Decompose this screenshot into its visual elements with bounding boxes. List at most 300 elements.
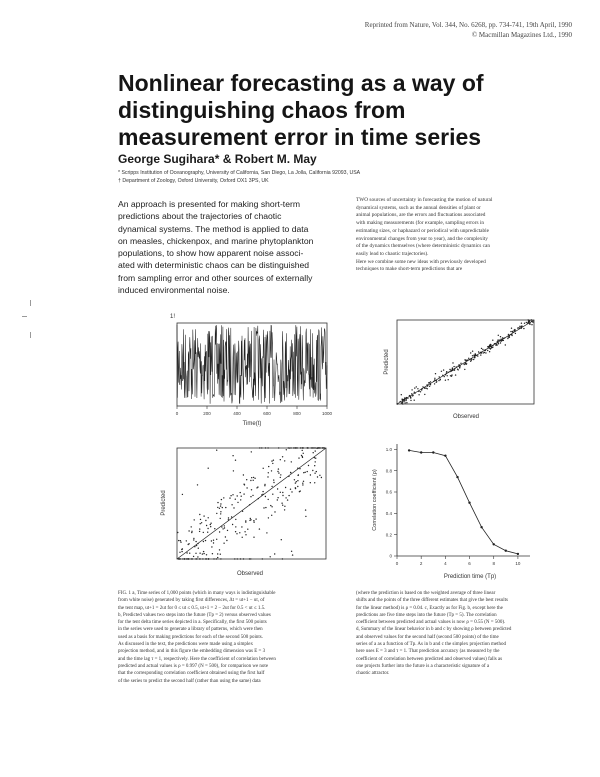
scatter-point	[205, 520, 206, 521]
panel-a-x-ticks	[176, 406, 333, 416]
caption-line: that the corresponding correlation coefficient obtained using the first half	[118, 671, 265, 677]
panel-d-ylabel: Correlation coefficient (ρ)	[372, 469, 378, 531]
scatter-point	[270, 505, 271, 506]
scatter-point	[274, 553, 275, 554]
scatter-point	[266, 532, 267, 533]
scatter-point	[199, 514, 200, 515]
scatter-point	[200, 523, 201, 524]
scatter-point	[316, 471, 317, 472]
intro-line: of the dynamics themselves (where deterministic dynamics can	[356, 243, 490, 250]
scatter-point	[203, 515, 204, 516]
caption-line: predicted and actual values is ρ = 0.997 (N = 500), for comparison we note	[118, 663, 269, 669]
scatter-point	[521, 323, 522, 324]
scatter-point	[313, 452, 314, 453]
scatter-point	[265, 447, 266, 448]
scatter-point	[207, 532, 208, 533]
scatter-point	[278, 472, 279, 473]
scatter-point	[267, 476, 268, 477]
caption-line: As discussed in the text, the predictions were made using a simplex	[118, 642, 253, 648]
scatter-point	[406, 397, 407, 398]
scatter-point	[302, 483, 303, 484]
scatter-point	[532, 321, 533, 322]
scatter-point	[297, 486, 298, 487]
y-tick-label: 0	[389, 553, 392, 559]
scatter-point	[243, 484, 244, 485]
scatter-point	[221, 526, 222, 527]
scatter-point	[529, 324, 530, 325]
authors: George Sugihara* & Robert M. May	[118, 152, 317, 166]
panel-d-marks	[408, 449, 519, 555]
correlation-line	[409, 450, 518, 554]
scatter-point	[424, 394, 425, 395]
scatter-point	[290, 489, 291, 490]
abstract-line: populations, to show how apparent noise associ-	[118, 248, 304, 259]
scatter-point	[286, 449, 287, 450]
intro-line: with making measurements (for example, sampling errors in	[356, 220, 484, 227]
scatter-point	[481, 348, 482, 349]
scatter-point	[475, 353, 476, 354]
scatter-point	[305, 516, 306, 517]
caption-line: shifts and the points of the three different estimates that give the best results	[356, 598, 508, 604]
caption-line: coefficient of correlation between predicted and observed values) falls as	[356, 656, 503, 662]
scatter-point	[412, 395, 413, 396]
scatter-point	[232, 524, 233, 525]
scatter-point	[324, 447, 325, 448]
scatter-point	[193, 556, 194, 557]
scatter-point	[242, 537, 243, 538]
scatter-point	[245, 521, 246, 522]
scatter-point	[499, 339, 500, 340]
scatter-point	[502, 338, 503, 339]
scatter-point	[403, 400, 404, 401]
scatter-point	[220, 511, 221, 512]
scatter-point	[445, 374, 446, 375]
scatter-point	[484, 349, 485, 350]
scatter-point	[472, 351, 473, 352]
caption-line: for the tent delta time series depicted in a. Specifically, the first 500 points	[118, 620, 267, 626]
scatter-point	[487, 346, 488, 347]
scatter-point	[459, 367, 460, 368]
scatter-point	[427, 388, 428, 389]
scatter-point	[293, 447, 294, 448]
scatter-point	[216, 558, 217, 559]
scatter-point	[317, 476, 318, 477]
scatter-point	[244, 531, 245, 532]
scatter-point	[198, 548, 199, 549]
caption-line: d, Summary of the linear behavior in b and c by showing ρ between predicted	[356, 627, 512, 633]
scatter-point	[235, 499, 236, 500]
scatter-point	[401, 394, 402, 395]
scatter-point	[243, 558, 244, 559]
panel-a	[170, 314, 333, 427]
scatter-point	[528, 321, 529, 322]
x-tick-label: 2	[419, 561, 423, 566]
scatter-point	[531, 319, 532, 320]
scatter-point	[430, 381, 431, 382]
scatter-point	[303, 481, 304, 482]
caption-line: predictions are five time steps into the future (Tp = 5). The correlation	[356, 612, 497, 618]
scatter-point	[180, 540, 181, 541]
scatter-point	[300, 490, 301, 491]
scatter-point	[404, 402, 405, 403]
scatter-point	[188, 558, 189, 559]
scatter-point	[231, 516, 232, 517]
scatter-point	[211, 546, 212, 547]
scatter-point	[195, 558, 196, 559]
scatter-point	[414, 387, 415, 388]
scatter-point	[444, 376, 445, 377]
scatter-point	[258, 498, 259, 499]
figure-caption-right	[356, 590, 578, 678]
scatter-point	[265, 496, 266, 497]
y-tick-label: 0.6	[385, 489, 392, 495]
scatter-point	[236, 533, 237, 534]
scatter-point	[225, 507, 226, 508]
scatter-point	[186, 552, 187, 553]
scatter-point	[272, 494, 273, 495]
scatter-point	[454, 370, 455, 371]
journal-copyright: © Macmillan Magazines Ltd., 1990	[471, 31, 572, 39]
scatter-point	[513, 330, 514, 331]
scatter-point	[291, 461, 292, 462]
correlation-point	[408, 449, 410, 451]
abstract-line: An approach is presented for making short-term	[118, 199, 300, 209]
scatter-point	[438, 380, 439, 381]
scatter-point	[217, 502, 218, 503]
scatter-point	[497, 341, 498, 342]
scatter-point	[208, 468, 209, 469]
panel-c-ylabel: Predicted	[161, 490, 167, 516]
scatter-point	[466, 364, 467, 365]
scatter-point	[193, 539, 194, 540]
scatter-point	[429, 382, 430, 383]
scatter-point	[261, 447, 262, 448]
scatter-point	[500, 336, 501, 337]
scatter-point	[195, 541, 196, 542]
abstract-line: predictions about the trajectories of chaotic	[118, 211, 282, 222]
scatter-point	[271, 470, 272, 471]
scatter-point	[262, 491, 263, 492]
x-tick-label: 4	[444, 561, 447, 566]
scatter-point	[529, 322, 530, 323]
scatter-point	[191, 526, 192, 527]
scatter-point	[449, 371, 450, 372]
scatter-point	[253, 537, 254, 538]
scatter-point	[224, 525, 225, 526]
scatter-point	[485, 352, 486, 353]
scatter-point	[282, 495, 283, 496]
scatter-point	[205, 558, 206, 559]
scatter-point	[282, 505, 283, 506]
scatter-point	[250, 518, 251, 519]
scatter-point	[182, 494, 183, 495]
scatter-point	[521, 326, 522, 327]
scatter-point	[510, 334, 511, 335]
panel-a-y-top: 1!	[170, 314, 176, 320]
scatter-point	[441, 371, 442, 372]
scatter-point	[278, 468, 279, 469]
scatter-point	[406, 402, 407, 403]
scatter-point	[203, 553, 204, 554]
scatter-point	[302, 450, 303, 451]
scatter-point	[299, 468, 300, 469]
scatter-point	[495, 343, 496, 344]
panel-c-xlabel: Observed	[236, 571, 264, 577]
caption-line: series of a as a function of Tp. As in b and c the simplex projection method	[356, 642, 507, 648]
scatter-point	[253, 522, 254, 523]
scatter-point	[267, 447, 268, 448]
panel-d	[372, 444, 530, 580]
scatter-point	[271, 486, 272, 487]
scatter-point	[200, 519, 201, 520]
scatter-point	[433, 381, 434, 382]
scatter-point	[510, 331, 511, 332]
scatter-point	[458, 365, 459, 366]
scatter-point	[249, 504, 250, 505]
x-tick-label: 6	[468, 561, 471, 566]
scatter-point	[523, 328, 524, 329]
scatter-point	[271, 506, 272, 507]
scatter-point	[529, 320, 530, 321]
scatter-point	[490, 348, 491, 349]
scatter-point	[237, 495, 238, 496]
affiliation-line: † Department of Zoology, Oxford University, Oxford OX1 3PS, UK	[118, 177, 269, 184]
scatter-point	[492, 340, 493, 341]
intro-line: dynamical systems, such as the annual densities of plant or	[356, 204, 481, 211]
scatter-point	[235, 460, 236, 461]
intro-line: environmental changes from year to year), and the complexity	[356, 235, 488, 242]
scatter-point	[515, 333, 516, 334]
scatter-point	[498, 340, 499, 341]
scatter-point	[231, 504, 232, 505]
scatter-point	[273, 460, 274, 461]
scatter-point	[315, 461, 316, 462]
scatter-point	[302, 447, 303, 448]
scatter-point	[468, 358, 469, 359]
x-tick-label: 1000	[321, 411, 333, 416]
intro-line: TWO sources of uncertainty in forecasting the motion of natural	[356, 197, 493, 203]
caption-line: of the series to predict the second half (rather than using the same) data	[118, 678, 261, 684]
scatter-point	[511, 328, 512, 329]
correlation-point	[493, 543, 495, 545]
x-tick-label: 400	[233, 411, 241, 416]
scatter-point	[273, 479, 274, 480]
scatter-point	[203, 541, 204, 542]
scatter-point	[188, 543, 189, 544]
scatter-point	[418, 394, 419, 395]
scatter-point	[315, 450, 316, 451]
scatter-point	[487, 350, 488, 351]
scatter-point	[492, 345, 493, 346]
scatter-point	[201, 522, 202, 523]
abstract-line: dynamical systems. The method is applied to data	[118, 223, 309, 234]
scatter-point	[251, 477, 252, 478]
scatter-point	[402, 401, 403, 402]
scatter-point	[219, 549, 220, 550]
caption-line: coefficient between predicted and actual values is now ρ = 0.55 (N = 500).	[356, 620, 506, 626]
scatter-point	[199, 531, 200, 532]
scatter-point	[300, 447, 301, 448]
scatter-point	[247, 529, 248, 530]
panel-b-ylabel: Predicted	[384, 349, 390, 375]
scatter-point	[232, 455, 233, 456]
scatter-point	[470, 361, 471, 362]
scatter-point	[298, 457, 299, 458]
scatter-point	[421, 389, 422, 390]
scatter-point	[217, 507, 218, 508]
scatter-point	[410, 396, 411, 397]
scatter-point	[312, 447, 313, 448]
scatter-point	[240, 558, 241, 559]
scatter-point	[264, 485, 265, 486]
caption-line: from white noise) generated by taking first differences, Δt = ut+1 − ut, of	[118, 598, 265, 604]
scatter-point	[177, 532, 178, 533]
y-tick-label: 1.0	[385, 446, 392, 452]
scatter-point	[436, 382, 437, 383]
intro-line: animal populations, are the errors and fluctuations associated	[356, 212, 486, 219]
scatter-point	[220, 518, 221, 519]
panel-a-xlabel: Time(t)	[242, 421, 262, 427]
scatter-point	[500, 339, 501, 340]
scatter-point	[314, 473, 315, 474]
scatter-point	[287, 499, 288, 500]
scatter-point	[235, 526, 236, 527]
caption-line: used as a basis for making predictions for each of the second 500 points.	[118, 634, 263, 640]
scatter-point	[405, 398, 406, 399]
scatter-point	[473, 359, 474, 360]
scatter-point	[249, 558, 250, 559]
scatter-point	[288, 495, 289, 496]
scatter-point	[220, 554, 221, 555]
scatter-point	[182, 558, 183, 559]
journal-citation: Reprinted from Nature, Vol. 344, No. 6268, pp. 734-741, 19th April, 1990	[364, 21, 572, 29]
scatter-point	[199, 528, 200, 529]
scatter-point	[301, 455, 302, 456]
scatter-point	[243, 493, 244, 494]
scatter-point	[223, 497, 224, 498]
scatter-point	[224, 527, 225, 528]
scatter-point	[214, 528, 215, 529]
scatter-point	[305, 509, 306, 510]
scatter-point	[476, 355, 477, 356]
scatter-point	[202, 558, 203, 559]
scatter-point	[280, 477, 281, 478]
scatter-point	[519, 328, 520, 329]
scatter-point	[420, 391, 421, 392]
scatter-point	[195, 553, 196, 554]
scatter-point	[235, 519, 236, 520]
caption-line: and the time lag τ = 1, respectively. Here the coefficient of correlation between	[118, 656, 276, 662]
scatter-point	[213, 540, 214, 541]
scatter-point	[251, 489, 252, 490]
scatter-point	[303, 472, 304, 473]
scatter-point	[503, 340, 504, 341]
panel-c	[161, 447, 326, 577]
abstract-line: induced environmental noise.	[118, 285, 230, 296]
scatter-point	[222, 507, 223, 508]
scatter-point	[253, 477, 254, 478]
scatter-point	[246, 479, 247, 480]
scatter-point	[468, 359, 469, 360]
scatter-point	[191, 532, 192, 533]
correlation-point	[420, 451, 422, 453]
scatter-point	[280, 459, 281, 460]
scatter-point	[311, 447, 312, 448]
scatter-point	[227, 530, 228, 531]
scatter-point	[421, 388, 422, 389]
scatter-point	[250, 480, 251, 481]
scatter-point	[206, 525, 207, 526]
scatter-point	[192, 558, 193, 559]
scatter-point	[498, 335, 499, 336]
scatter-point	[263, 507, 264, 508]
scatter-point	[319, 475, 320, 476]
caption-line: one projects further into the future is a characteristic signature of a	[356, 663, 490, 669]
scatter-point	[478, 351, 479, 352]
scatter-point	[203, 551, 204, 552]
scatter-point	[270, 556, 271, 557]
scatter-point	[496, 345, 497, 346]
scatter-point	[296, 481, 297, 482]
scatter-point	[221, 499, 222, 500]
scatter-point	[277, 471, 278, 472]
scatter-point	[411, 393, 412, 394]
scatter-point	[210, 524, 211, 525]
caption-line: in the series were used to generate a library of patterns, which were then	[118, 627, 263, 633]
scatter-point	[314, 465, 315, 466]
scatter-point	[526, 322, 527, 323]
scatter-point	[277, 488, 278, 489]
scatter-point	[205, 540, 206, 541]
scatter-point	[302, 457, 303, 458]
scatter-point	[206, 554, 207, 555]
scatter-point	[253, 480, 254, 481]
scatter-point	[217, 557, 218, 558]
title-line: Nonlinear forecasting as a way of	[118, 70, 484, 96]
scatter-point	[465, 362, 466, 363]
scatter-point	[261, 494, 262, 495]
scatter-point	[229, 497, 230, 498]
correlation-point	[444, 455, 446, 457]
scatter-point	[271, 460, 272, 461]
scatter-point	[498, 342, 499, 343]
scatter-point	[318, 447, 319, 448]
scatter-point	[282, 456, 283, 457]
scatter-point	[199, 553, 200, 554]
scatter-point	[472, 355, 473, 356]
scatter-point	[181, 551, 182, 552]
scatter-point	[284, 506, 285, 507]
caption-line: and observed values for the second half (second 500 points) of the time	[356, 634, 499, 640]
scatter-point	[427, 385, 428, 386]
scatter-point	[189, 553, 190, 554]
scatter-point	[290, 472, 291, 473]
scatter-point	[470, 359, 471, 360]
scatter-point	[264, 484, 265, 485]
scatter-point	[303, 453, 304, 454]
scatter-point	[288, 447, 289, 448]
scatter-point	[418, 390, 419, 391]
scatter-point	[297, 480, 298, 481]
scatter-point	[294, 479, 295, 480]
panel-a-frame	[177, 323, 327, 406]
scatter-point	[401, 399, 402, 400]
scatter-point	[450, 375, 451, 376]
scatter-point	[239, 532, 240, 533]
scatter-point	[313, 447, 314, 448]
scatter-point	[442, 375, 443, 376]
scatter-point	[489, 351, 490, 352]
